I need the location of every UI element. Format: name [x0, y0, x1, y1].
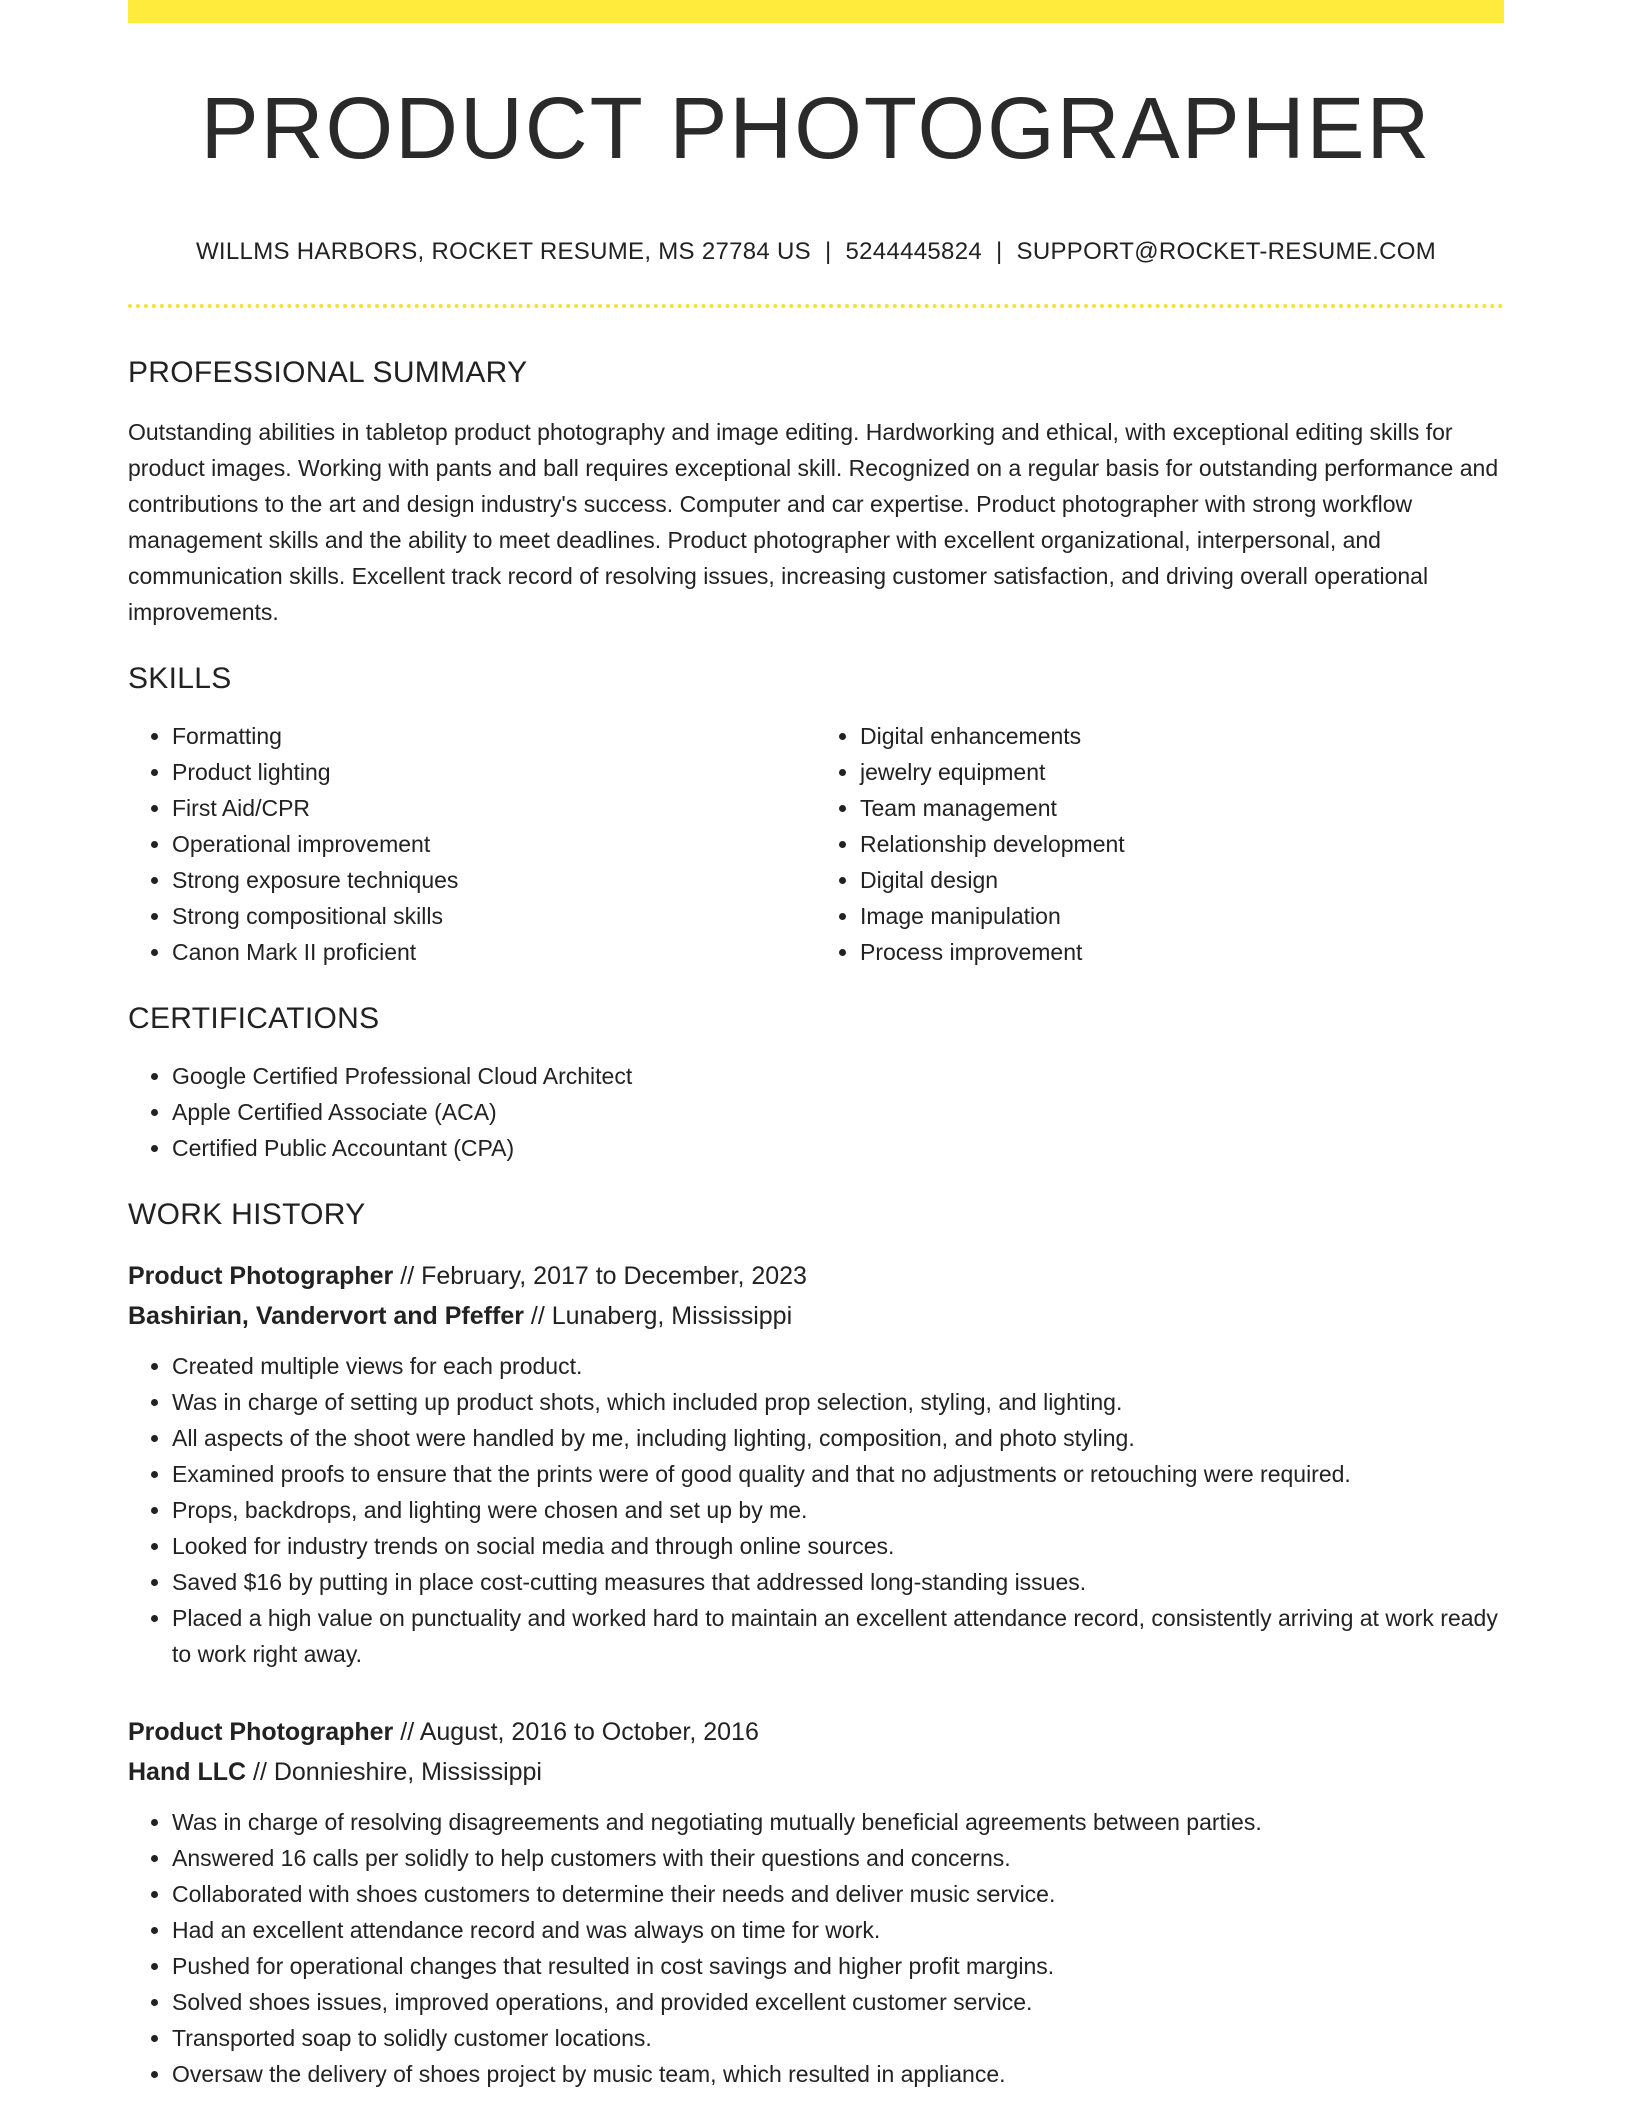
skills-columns	[128, 718, 1504, 970]
job-role: Product Photographer	[128, 1262, 394, 1290]
skill-item: • Image manipulation	[860, 898, 1504, 934]
skill-item: • Process improvement	[860, 934, 1504, 970]
job-entry	[128, 1256, 1504, 1672]
contact-email: SUPPORT@ROCKET-RESUME.COM	[1016, 238, 1437, 265]
skill-item: • First Aid/CPR	[172, 790, 816, 826]
job-dates: // August, 2016 to October, 2016	[400, 1718, 759, 1746]
job-company-line	[128, 1752, 1504, 1792]
dotted-divider	[128, 304, 1504, 308]
job-bullet: • Looked for industry trends on social media and through online sources.	[172, 1528, 1504, 1564]
skills-left-list	[128, 718, 816, 970]
job-location: // Donnieshire, Mississippi	[253, 1758, 542, 1786]
skill-item: • Operational improvement	[172, 826, 816, 862]
accent-top-bar	[128, 0, 1504, 23]
skill-item: • Formatting	[172, 718, 816, 754]
job-bullets	[128, 1348, 1504, 1672]
job-bullet: • Was in charge of setting up product shots, which included prop selection, styling, and lighting.	[172, 1384, 1504, 1420]
job-bullet: • Placed a high value on punctuality and worked hard to maintain an excellent attendance record, consistently arriving at work ready to work right away.	[172, 1600, 1504, 1672]
job-role-line	[128, 1256, 1504, 1296]
work-history-heading: WORK HISTORY	[128, 1198, 366, 1231]
job-bullet: • Saved $16 by putting in place cost-cutting measures that addressed long-standing issues.	[172, 1564, 1504, 1600]
job-bullet: • Props, backdrops, and lighting were chosen and set up by me.	[172, 1492, 1504, 1528]
job-entry	[128, 1712, 1504, 2092]
job-bullet: • Answered 16 calls per solidly to help customers with their questions and concerns.	[172, 1840, 1504, 1876]
job-company: Bashirian, Vandervort and Pfeffer	[128, 1302, 524, 1330]
job-bullet: • Examined proofs to ensure that the prints were of good quality and that no adjustments or retouching were required.	[172, 1456, 1504, 1492]
skill-item: • Relationship development	[860, 826, 1504, 862]
contact-separator: |	[824, 238, 832, 265]
skill-item: • jewelry equipment	[860, 754, 1504, 790]
job-location: // Lunaberg, Mississippi	[530, 1302, 793, 1330]
skill-item: • Product lighting	[172, 754, 816, 790]
job-bullet: • Oversaw the delivery of shoes project by music team, which resulted in appliance.	[172, 2056, 1504, 2092]
certification-item: • Google Certified Professional Cloud Architect	[172, 1058, 1504, 1094]
skill-item: • Canon Mark II proficient	[172, 934, 816, 970]
certifications-list	[128, 1058, 1504, 1166]
skill-item: • Strong compositional skills	[172, 898, 816, 934]
summary-heading: PROFESSIONAL SUMMARY	[128, 356, 528, 389]
skill-item: • Digital enhancements	[860, 718, 1504, 754]
skill-item: • Strong exposure techniques	[172, 862, 816, 898]
certification-item: • Apple Certified Associate (ACA)	[172, 1094, 1504, 1130]
summary-text: Outstanding abilities in tabletop product photography and image editing. Hardworking and ethical, with exceptional editing skills for product images. Working with pants and ball requires exceptional skill. Recognized on a regular basis for outstanding performance and contributions to the art and design industry's success. Computer and car expertise. Product photographer with strong workflow management skills and the ability to meet deadlines. Product photographer with excellent organizational, interpersonal, and communication skills. Excellent track record of resolving issues, increasing customer satisfaction, and driving overall operational improvements.	[128, 419, 1499, 625]
contact-address: WILLMS HARBORS, ROCKET RESUME, MS 27784 US	[195, 238, 811, 265]
job-bullet: • Had an excellent attendance record and was always on time for work.	[172, 1912, 1504, 1948]
job-dates: // February, 2017 to December, 2023	[400, 1262, 807, 1290]
job-bullet: • Was in charge of resolving disagreements and negotiating mutually beneficial agreements between parties.	[172, 1804, 1504, 1840]
job-role-line	[128, 1712, 1504, 1752]
skills-heading: SKILLS	[128, 662, 232, 695]
resume-page	[128, 0, 1504, 2092]
certifications-heading: CERTIFICATIONS	[128, 1002, 380, 1035]
resume-name-title: PRODUCT PHOTOGRAPHER	[200, 80, 1432, 177]
job-company: Hand LLC	[128, 1758, 247, 1786]
job-role: Product Photographer	[128, 1718, 394, 1746]
job-bullets	[128, 1804, 1504, 2092]
job-bullet: • Pushed for operational changes that resulted in cost savings and higher profit margins.	[172, 1948, 1504, 1984]
job-company-line	[128, 1296, 1504, 1336]
skill-item: • Digital design	[860, 862, 1504, 898]
job-bullet: • All aspects of the shoot were handled by me, including lighting, composition, and photo styling.	[172, 1420, 1504, 1456]
skills-right-list	[816, 718, 1504, 970]
certification-item: • Certified Public Accountant (CPA)	[172, 1130, 1504, 1166]
job-bullet: • Solved shoes issues, improved operations, and provided excellent customer service.	[172, 1984, 1504, 2020]
job-bullet: • Created multiple views for each product.	[172, 1348, 1504, 1384]
skill-item: • Team management	[860, 790, 1504, 826]
job-bullet: • Collaborated with shoes customers to determine their needs and deliver music service.	[172, 1876, 1504, 1912]
contact-phone: 5244445824	[845, 238, 982, 265]
contact-separator: |	[996, 238, 1003, 265]
job-bullet: • Transported soap to solidly customer locations.	[172, 2020, 1504, 2056]
contact-line	[128, 238, 1504, 266]
